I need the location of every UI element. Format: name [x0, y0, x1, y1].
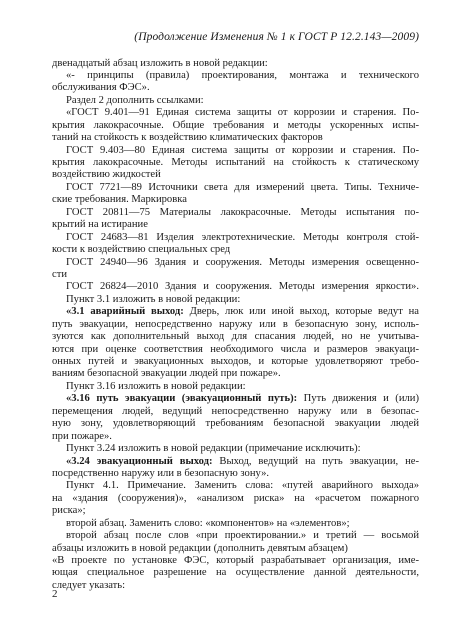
- line-text: ваниям безопасной эвакуации людей при пожаре».: [52, 368, 281, 380]
- line-text: перемещения людей, ведущий непосредственно наружу или в безопас-: [52, 405, 419, 417]
- text-line: [52, 393, 419, 405]
- text-line: [52, 219, 419, 231]
- text-line: [52, 555, 419, 567]
- line-text: кости к воздействию специальных сред: [52, 244, 231, 256]
- text-line: [52, 319, 419, 331]
- line-text: крытий на истирание: [52, 219, 148, 231]
- line-text: риска»;: [52, 505, 86, 517]
- line-text: ющая специальное разрешение на осуществление данной деятельности,: [52, 567, 419, 579]
- line-text: ГОСТ 20811—75 Материалы лакокрасочные. Методы испытания по-: [66, 206, 419, 218]
- text-line: [52, 344, 419, 356]
- text-line: [52, 406, 419, 418]
- line-text: Путь движения и (или): [297, 393, 419, 405]
- line-text: ГОСТ 9.403—80 Единая система защиты от коррозии и старения. По-: [66, 144, 419, 156]
- text-line: [52, 244, 419, 256]
- text-line: [52, 194, 419, 206]
- line-text: ГОСТ 24940—96 Здания и сооружения. Методы измерения освещенно-: [66, 256, 419, 268]
- text-line: [52, 70, 419, 82]
- text-line: [52, 493, 419, 505]
- line-text: второй абзац после слов «при проектировании.» и третий — восьмой: [66, 530, 419, 542]
- text-line: [52, 431, 419, 443]
- page-number: 2: [52, 588, 58, 600]
- text-line: [52, 368, 419, 380]
- line-text: при пожаре».: [52, 430, 112, 442]
- text-line: [52, 82, 419, 94]
- line-text: Пункт 3.24 изложить в новой редакции (примечание исключить):: [66, 443, 361, 455]
- text-line: [52, 269, 419, 281]
- term-bold: «3.16 путь эвакуации (эвакуационный путь):: [66, 393, 298, 405]
- line-text: Пункт 3.16 изложить в новой редакции:: [66, 380, 246, 392]
- text-line: [52, 468, 419, 480]
- line-text: Выход, ведущий на путь эвакуации, не-: [212, 455, 419, 467]
- term-bold: «3.1 аварийный выход:: [66, 306, 184, 318]
- text-line: [52, 518, 419, 530]
- line-text: Пункт 3.1 изложить в новой редакции:: [66, 293, 241, 305]
- text-line: [52, 157, 419, 169]
- line-text: воздействию жидкостей: [52, 169, 161, 181]
- text-line: [52, 132, 419, 144]
- line-text: путь эвакуации, непосредственно наружу или в безопасную зону, исполь-: [52, 318, 419, 330]
- line-text: ГОСТ 24683—81 Изделия электротехнические. Методы контроля стой-: [66, 231, 419, 243]
- line-text: двенадцатый абзац изложить в новой редакции:: [52, 57, 268, 69]
- text-line: [52, 294, 419, 306]
- text-line: [52, 257, 419, 269]
- line-text: обслуживания ФЭС».: [52, 82, 150, 94]
- line-text: крытия лакокрасочные. Методы испытаний на стойкость к статическому: [52, 157, 419, 168]
- text-line: [52, 95, 419, 107]
- text-line: [52, 381, 419, 393]
- text-line: [52, 567, 419, 579]
- line-text: онных путей и эвакуационных выходов, и которые удовлетворяют требо-: [52, 356, 419, 367]
- line-text: посредственно наружу или в безопасную зону».: [52, 467, 270, 479]
- line-text: следует указать:: [52, 579, 126, 591]
- line-text: «- принципы (правила) проектирования, монтажа и технического: [66, 69, 419, 81]
- text-line: [52, 331, 419, 343]
- line-text: ские требования. Маркировка: [52, 194, 187, 206]
- text-line: [52, 530, 419, 542]
- document-body: [52, 58, 419, 593]
- line-text: ГОСТ 26824—2010 Здания и сооружения. Методы измерения яркости».: [66, 281, 419, 293]
- line-text: сти: [52, 268, 68, 280]
- text-line: [52, 58, 419, 70]
- text-line: [52, 505, 419, 517]
- line-text: ются при оценке соответствия необходимого числа и размеров эвакуаци-: [52, 343, 419, 355]
- term-bold: «3.24 эвакуационный выход:: [66, 455, 213, 467]
- line-text: абзацы изложить в новой редакции (дополнить девятым абзацем): [52, 542, 348, 554]
- running-header: (Продолжение Изменения № 1 к ГОСТ Р 12.2.143—2009): [134, 31, 419, 43]
- text-line: [52, 207, 419, 219]
- text-line: [52, 543, 419, 555]
- text-line: [52, 418, 419, 430]
- line-text: второй абзац. Заменить слово: «компонентов» на «элементов»;: [66, 517, 350, 529]
- text-line: [52, 443, 419, 455]
- text-line: [52, 145, 419, 157]
- text-line: [52, 107, 419, 119]
- text-line: [52, 306, 419, 318]
- text-line: [52, 281, 419, 293]
- text-line: [52, 356, 419, 368]
- line-text: Раздел 2 дополнить ссылками:: [66, 94, 204, 106]
- text-line: [52, 120, 419, 132]
- text-line: [52, 580, 419, 592]
- line-text: крытия лакокрасочные. Общие требования и методы ускоренных испы-: [52, 119, 419, 131]
- line-text: «В проекте по установке ФЭС, который разрабатывает организация, име-: [52, 555, 419, 566]
- text-line: [52, 169, 419, 181]
- line-text: ГОСТ 7721—89 Источники света для измерений цвета. Типы. Техниче-: [66, 181, 419, 193]
- text-line: [52, 232, 419, 244]
- line-text: Пункт 4.1. Примечание. Заменить слова: «путей аварийного выхода»: [66, 480, 419, 492]
- text-line: [52, 480, 419, 492]
- line-text: Дверь, люк или иной выход, которые ведут на: [183, 306, 419, 318]
- line-text: зуются как дополнительный выход для спасания людей, но не учитыва-: [52, 331, 419, 343]
- line-text: ную зону, удовлетворяющий требованиям безопасной эвакуации людей: [52, 418, 419, 430]
- line-text: «ГОСТ 9.401—91 Единая система защиты от коррозии и старения. По-: [66, 107, 419, 119]
- text-line: [52, 456, 419, 468]
- text-line: [52, 182, 419, 194]
- line-text: на «здания (сооружения)», «анализом риска» на «расчетом пожарного: [52, 492, 419, 504]
- line-text: таний на стойкость к воздействию климатических факторов: [52, 132, 323, 144]
